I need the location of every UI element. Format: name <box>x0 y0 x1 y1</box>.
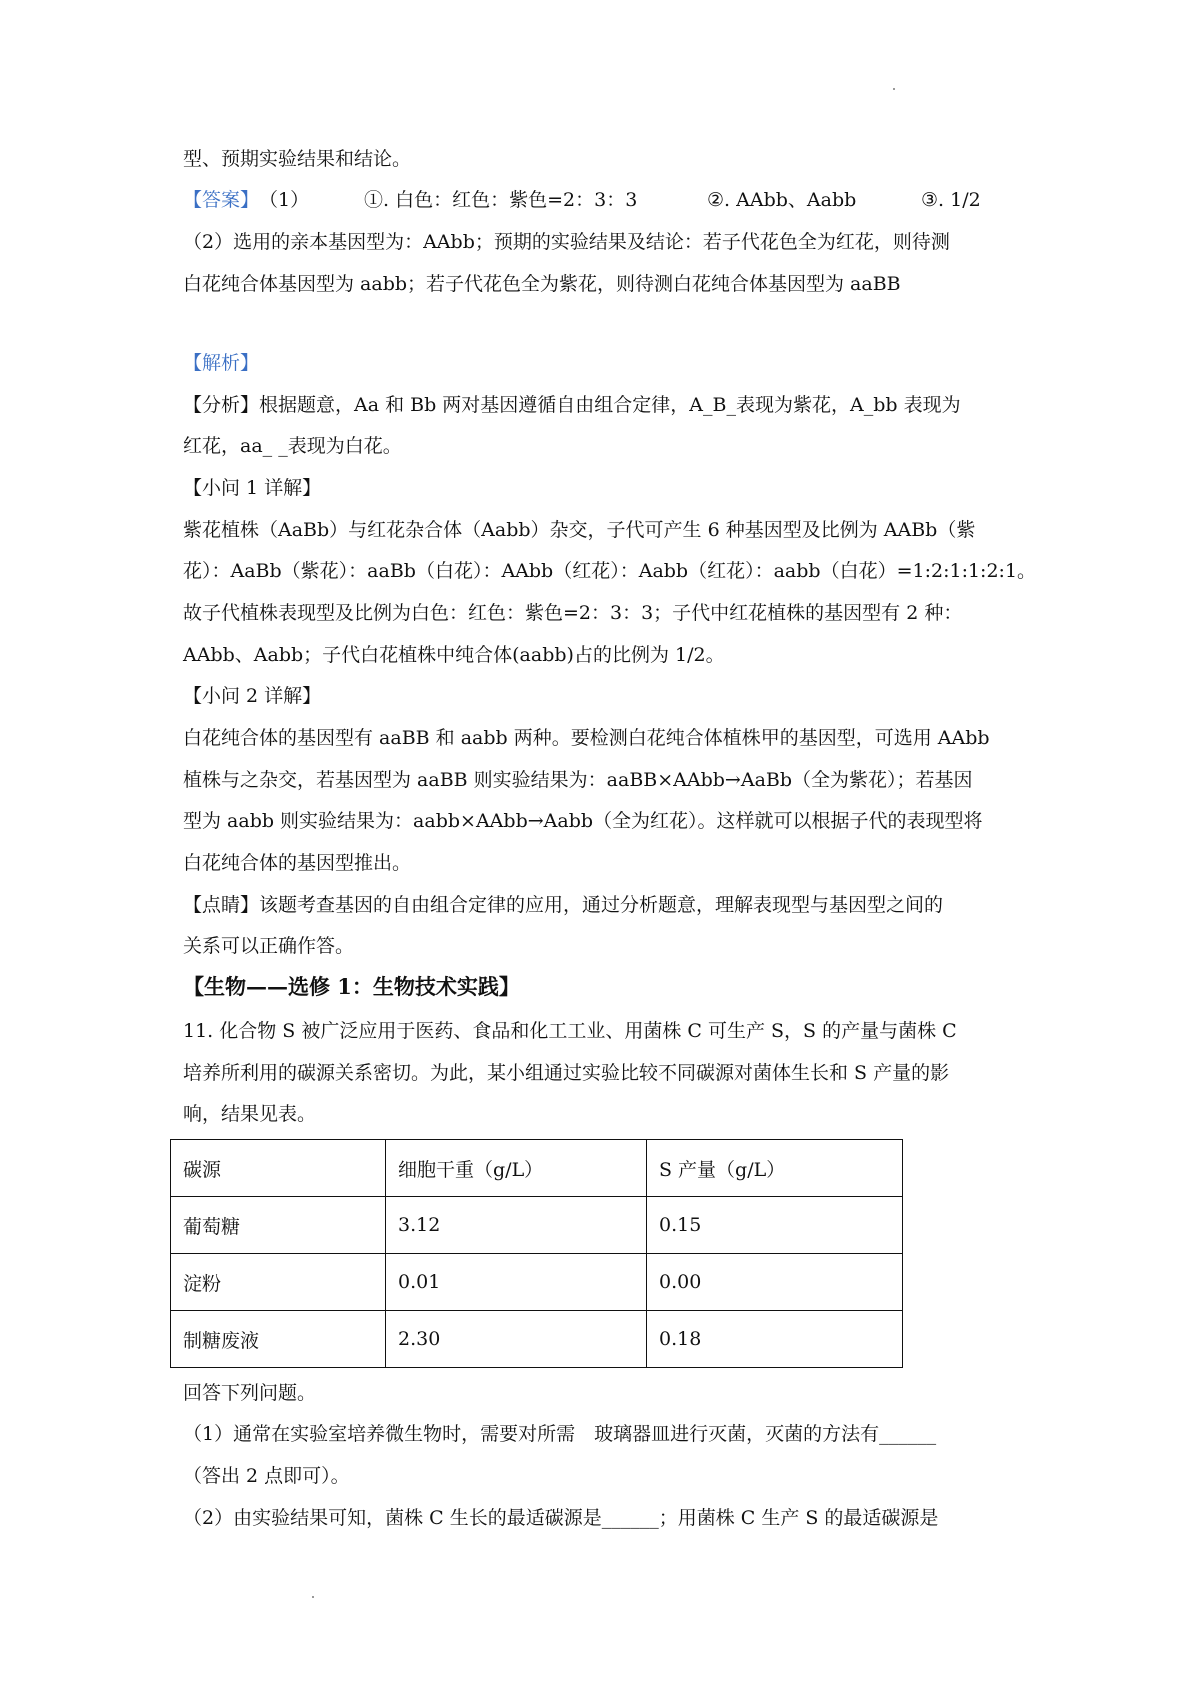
scan-dot <box>312 1596 314 1598</box>
answer-line <box>183 188 981 212</box>
answer-item-1: ①. 白色：红色：紫色=2：3：3 <box>364 189 638 211</box>
answer-item-3: ③. 1/2 <box>921 189 981 211</box>
text-line: 植株与之杂交，若基因型为 aaBB 则实验结果为：aaBB×AAbb→AaBb（全为紫花）；若基因 <box>183 769 973 791</box>
table-header-cell: 细胞干重（g/L） <box>386 1140 647 1197</box>
table-header-cell: 碳源 <box>171 1140 386 1197</box>
table-cell: 0.00 <box>647 1254 903 1311</box>
text-line: 【分析】根据题意，Aa 和 Bb 两对基因遵循自由组合定律，A_B_表现为紫花，A_bb 表现为 <box>183 394 961 416</box>
answer-part-1: （1） <box>259 189 310 211</box>
question-line: （2）由实验结果可知，菌株 C 生长的最适碳源是______；用菌株 C 生产 S 的最适碳源是 <box>183 1507 939 1529</box>
table-row <box>171 1254 903 1311</box>
question-line: 培养所利用的碳源关系密切。为此，某小组通过实验比较不同碳源对菌体生长和 S 产量的影 <box>183 1062 950 1084</box>
question-line: （1）通常在实验室培养微生物时，需要对所需 玻璃器皿进行灭菌，灭菌的方法有______ <box>183 1423 937 1445</box>
table-row <box>171 1311 903 1368</box>
table-cell: 2.30 <box>386 1311 647 1368</box>
text-line: 紫花植株（AaBb）与红花杂合体（Aabb）杂交，子代可产生 6 种基因型及比例为 AABb（紫 <box>183 519 976 541</box>
answer-label: 【答案】 <box>183 189 260 211</box>
table-header-cell: S 产量（g/L） <box>647 1140 903 1197</box>
question-line: 响，结果见表。 <box>183 1103 317 1125</box>
table-cell: 3.12 <box>386 1197 647 1254</box>
text-line: AAbb、Aabb；子代白花植株中纯合体(aabb)占的比例为 1/2。 <box>183 644 725 666</box>
table-cell: 0.01 <box>386 1254 647 1311</box>
table-cell: 制糖废液 <box>171 1311 386 1368</box>
text-line: 型为 aabb 则实验结果为：aabb×AAbb→Aabb（全为红花）。这样就可以根据子代的表现型将 <box>183 810 983 832</box>
scan-dot <box>893 88 895 90</box>
subquestion-heading: 【小问 1 详解】 <box>183 477 322 499</box>
answer-item-2: ②. AAbb、Aabb <box>707 189 857 211</box>
text-line: 白花纯合体的基因型有 aaBB 和 aabb 两种。要检测白花纯合体植株甲的基因型，可选用 AAbb <box>183 727 990 749</box>
text-line: 回答下列问题。 <box>183 1382 317 1404</box>
text-line: 【点睛】该题考查基因的自由组合定律的应用，通过分析题意，理解表现型与基因型之间的 <box>183 894 944 916</box>
text-line: 白花纯合体基因型为 aabb；若子代花色全为紫花，则待测白花纯合体基因型为 aaBB <box>183 273 901 295</box>
question-line: 11. 化合物 S 被广泛应用于医药、食品和化工工业、用菌株 C 可生产 S，S 的产量与菌株 C <box>183 1020 957 1042</box>
text-line: 白花纯合体的基因型推出。 <box>183 852 412 874</box>
text-line: （2）选用的亲本基因型为：AAbb；预期的实验结果及结论：若子代花色全为红花，则待测 <box>183 231 950 253</box>
subquestion-heading: 【小问 2 详解】 <box>183 685 322 707</box>
table-row <box>171 1197 903 1254</box>
text-line: 故子代植株表现型及比例为白色：红色：紫色=2：3：3；子代中红花植株的基因型有 2 种： <box>183 602 963 624</box>
analysis-label: 【解析】 <box>183 352 260 374</box>
table-cell: 葡萄糖 <box>171 1197 386 1254</box>
section-heading: 【生物——选修 1：生物技术实践】 <box>183 974 520 999</box>
table-cell: 淀粉 <box>171 1254 386 1311</box>
text-line: 红花，aa_ _表现为白花。 <box>183 435 402 457</box>
text-line: 型、预期实验结果和结论。 <box>183 148 412 170</box>
text-line: 关系可以正确作答。 <box>183 935 355 957</box>
carbon-source-table <box>170 1139 903 1368</box>
table-cell: 0.18 <box>647 1311 903 1368</box>
table-header-row <box>171 1140 903 1197</box>
table-cell: 0.15 <box>647 1197 903 1254</box>
text-line: 花）：AaBb（紫花）：aaBb（白花）：AAbb（红花）：Aabb（红花）：aabb（白花）=1:2:1:1:2:1。 <box>183 560 1037 582</box>
question-line: （答出 2 点即可）。 <box>183 1465 350 1487</box>
